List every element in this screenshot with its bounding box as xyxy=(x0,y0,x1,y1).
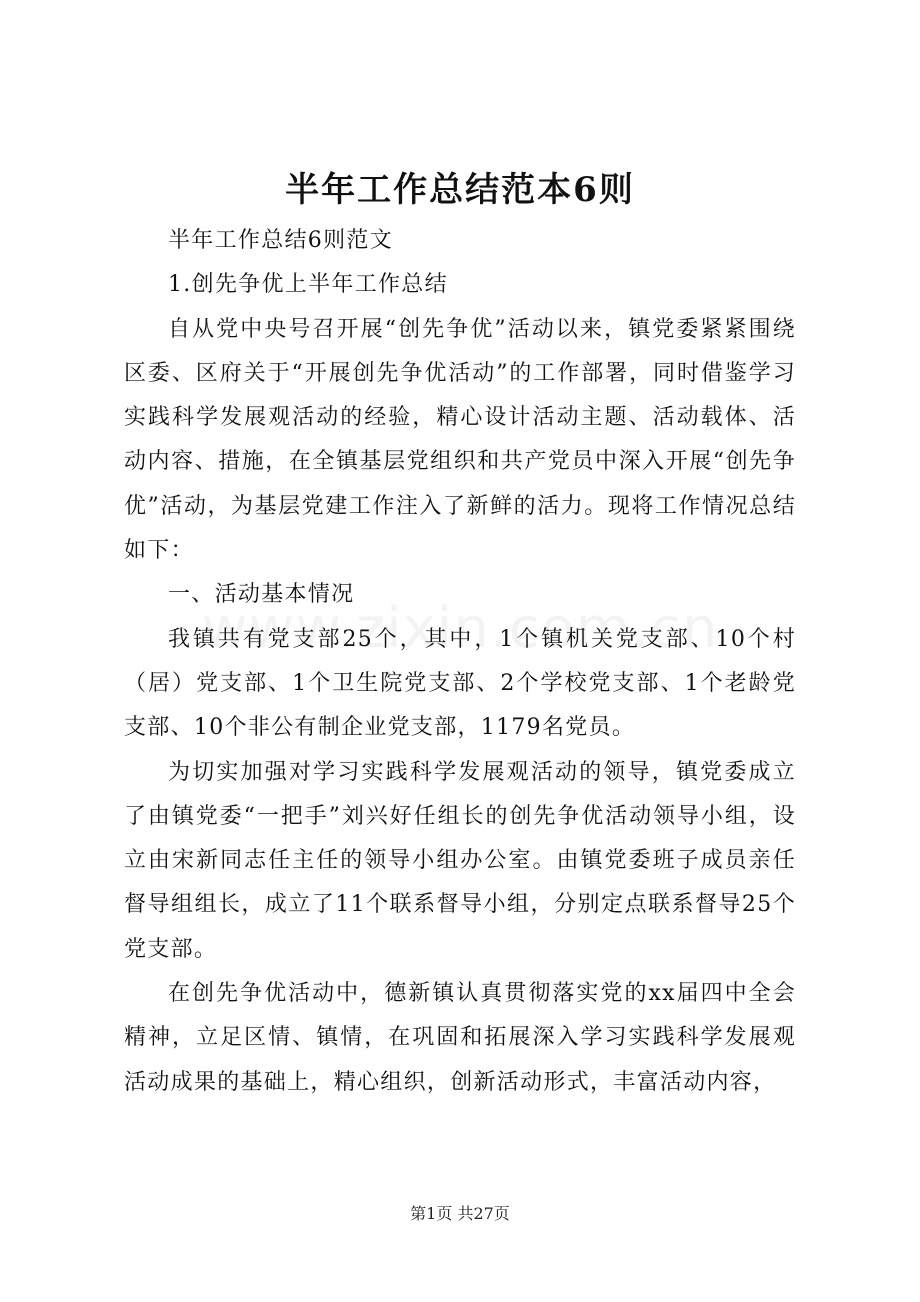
document-body xyxy=(124,219,796,1105)
paragraph-intro: 自从党中央号召开展“创先争优”活动以来，镇党委紧紧围绕区委、区府关于“开展创先争优活动”的工作部署，同时借鉴学习实践科学发展观活动的经验，精心设计活动主题、活动载体、活动内容、措施，在全镇基层党组织和共产党员中深入开展“创先争优”活动，为基层党建工作注入了新鲜的活力。现将工作情况总结如下： xyxy=(124,316,796,564)
paragraph-activities: 在创先争优活动中，德新镇认真贯彻落实党的xx届四中全会精神，立足区情、镇情，在巩固和拓展深入学习实践科学发展观活动成果的基础上，精心组织，创新活动形式，丰富活动内容， xyxy=(124,981,796,1095)
paragraph-branch-stats: 我镇共有党支部25个，其中，1个镇机关党支部、10个村（居）党支部、1个卫生院党支部、2个学校党支部、1个老龄党支部、10个非公有制企业党支部，1179名党员。 xyxy=(124,626,796,741)
page-footer: 第1页 共27页 xyxy=(410,1204,510,1223)
paragraph-subtitle: 半年工作总结6则范文 xyxy=(168,228,393,253)
document-title: 半年工作总结范本6则 xyxy=(285,170,635,210)
paragraph-section-heading: 1.创先争优上半年工作总结 xyxy=(168,272,448,298)
paragraph-leadership: 为切实加强对学习实践科学发展观活动的领导，镇党委成立了由镇党委“一把手”刘兴好任组长的创先争优活动领导小组，设立由宋新同志任主任的领导小组办公室。由镇党委班子成员亲任督导组组长，成立了11个联系督导小组，分别定点联系督导25个党支部。 xyxy=(124,759,796,962)
paragraph-heading-basic-situation: 一、活动基本情况 xyxy=(168,582,355,608)
